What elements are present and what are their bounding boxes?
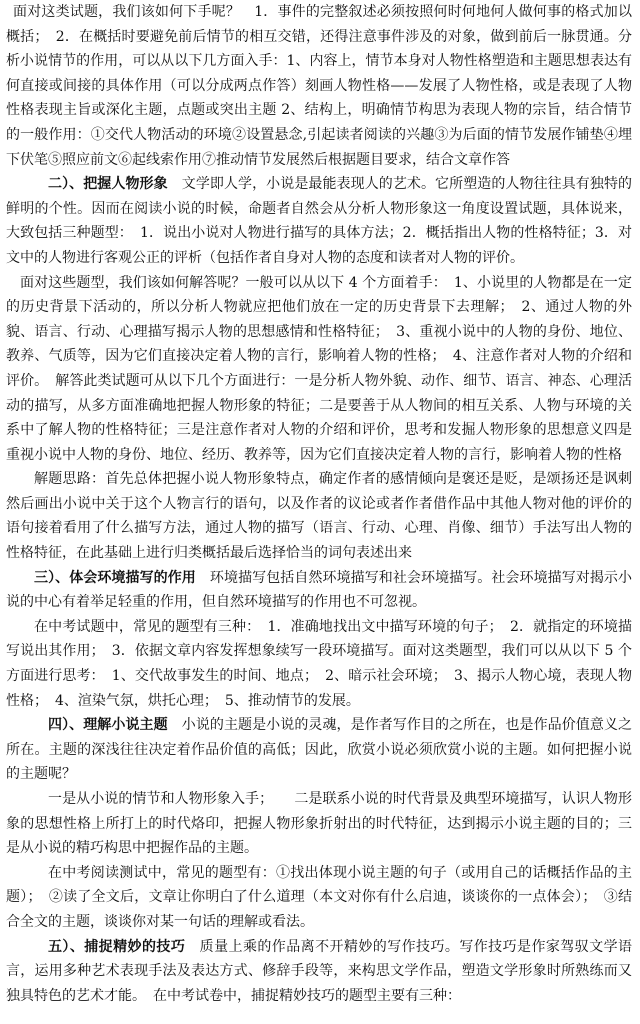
section-3-text: 环境描写包括自然环境描写和社会环境描写。社会环境描写对揭示小说的中心有着举足轻重的作用，但自然环境描写的作用也不可忽视。 [6,569,633,611]
section-4-paragraph [6,713,632,787]
intro-paragraph: 面对这类试题，我们该如何下手呢？ 1．事件的完整叙述必须按照何时何地何人做何事的格式加以概括； 2．在概括时要避免前后情节的相互交错，还得注意事件涉及的对象，做到前后一脉贯通。分析小说情节的作用，可以从以下几方面入手：1、内容上，情节本身对人物性格塑造和主题思想表达有何直接或间接的具体作用（可以分成两点作答）刻画人物性格——发展了人物性格，或是表现了人物性格表现主旨或深化主题，点题或突出主题 2、结构上，明确情节构思为表现人物的宗旨，结合情节的一般作用：①交代人物活动的环境②设置悬念,引起读者阅读的兴趣③为后面的情节发展作铺垫④埋下伏笔⑤照应前文⑥起线索作用⑦推动情节发展然后根据题目要求，结合文章作答 [6,4,632,168]
section-4-heading: 四）、理解小说主题 [48,717,168,734]
section-4-paragraph-2: 一是从小说的情节和人物形象入手； 二是联系小说的时代背景及典型环境描写，认识人物形象的思想性格上所打上的时代烙印，把握人物形象折射出的时代特征，达到揭示小说主题的目的；三是从小说的精巧构思中把握作品的主题。 [6,791,632,857]
section-2-paragraph [6,172,632,270]
section-2-paragraph-2: 面对这些题型，我们该如何解答呢？一般可以从以下 4 个方面着手： 1、小说里的人物都是在一定的历史背景下活动的，所以分析人物就应把他们放在一定的历史背景下去理解； 2、通过人物的外貌、语言、行动、心理描写揭示人物的思想感情和性格特征； 3、重视小说中的人物的身份、地位、教养、气质等，因为它们直接决定着人物的言行，影响着人物的性格； 4、注意作者对人物的介绍和评价。 解答此类试题可从以下几个方面进行：一是分析人物外貌、动作、细节、语言、神态、心理活动的描写，从多方面准确地把握人物形象的特征；二是要善于从人物间的相互关系、人物与环境的关系中了解人物的性格特征；三是注意作者对人物的介绍和评价，思考和发掘人物形象的思想意义四是重视小说中人物的身份、地位、经历、教养等，因为它们直接决定着人物的言行，影响着人物的性格 [6,274,632,463]
section-2-paragraph-3: 解题思路：首先总体把握小说人物形象特点，确定作者的感情倾向是褒还是贬，是颂扬还是讽刺然后画出小说中关于这个人物言行的语句，以及作者的议论或者作者借作品中其他人物对他的评价的语句接着看用了什么描写方法，通过人物的描写（语言、行动、心理、肖像、细节）手法写出人物的性格特征，在此基础上进行归类概括最后选择恰当的词句表述出来 [6,471,632,562]
section-2-text: 文学即人学，小说是最能表现人的艺术。它所塑造的人物往往具有独特的鲜明的个性。因而在阅读小说的时候，命题者自然会从分析人物形象这一角度设置试题，具体说来，大致包括三种题型： 1．说出小说对人物进行描写的具体方法；2．概括指出人物的性格特征；3．对文中的人物进行客观公正的评析（包括作者自身对人物的态度和读者对人物的评价。 [6,176,633,266]
section-5-text: 质量上乘的作品离不开精妙的写作技巧。写作技巧是作家驾驭文学语言，运用多种艺术表现手法及表达方式、修辞手段等，来构思文学作品，塑造文学形象时所熟练而又独具特色的艺术才能。 在中考试卷中，捕捉精妙技巧的题型主要有三种： [6,938,632,1004]
section-3-heading: 三）、体会环境描写的作用 [34,569,196,586]
section-5-heading: 五）、捕捉精妙的技巧 [48,938,186,955]
section-3-paragraph-2: 在中考试题中，常见的题型有三种： 1．准确地找出文中描写环境的句子； 2．就指定的环境描写说出其作用； 3．依据文章内容发挥想象续写一段环境描写。面对这类题型，我们可以从以下 5 个方面进行思考： 1、交代故事发生的时间、地点； 2、暗示社会环境； 3、揭示人物心境，表现人物性格； 4、渲染气氛，烘托心理； 5、推动情节的发展。 [6,618,632,709]
section-4-text: 小说的主题是小说的灵魂，是作者写作目的之所在，也是作品价值意义之所在。主题的深浅往往决定着作品价值的高低；因此，欣赏小说必须欣赏小说的主题。如何把握小说的主题呢？ [6,717,633,783]
section-2-heading: 二）、把握人物形象 [48,176,168,193]
section-5-paragraph [6,935,632,1009]
section-3-paragraph [6,566,632,615]
section-4-paragraph-3: 在中考阅读测试中，常见的题型有：①找出体现小说主题的句子（或用自己的话概括作品的主题）； ②读了全文后，文章让你明白了什么道理（本文对你有什么启迪，谈谈你的一点体会）； ③结合全文的主题，谈谈你对某一句话的理解或看法。 [6,864,632,930]
